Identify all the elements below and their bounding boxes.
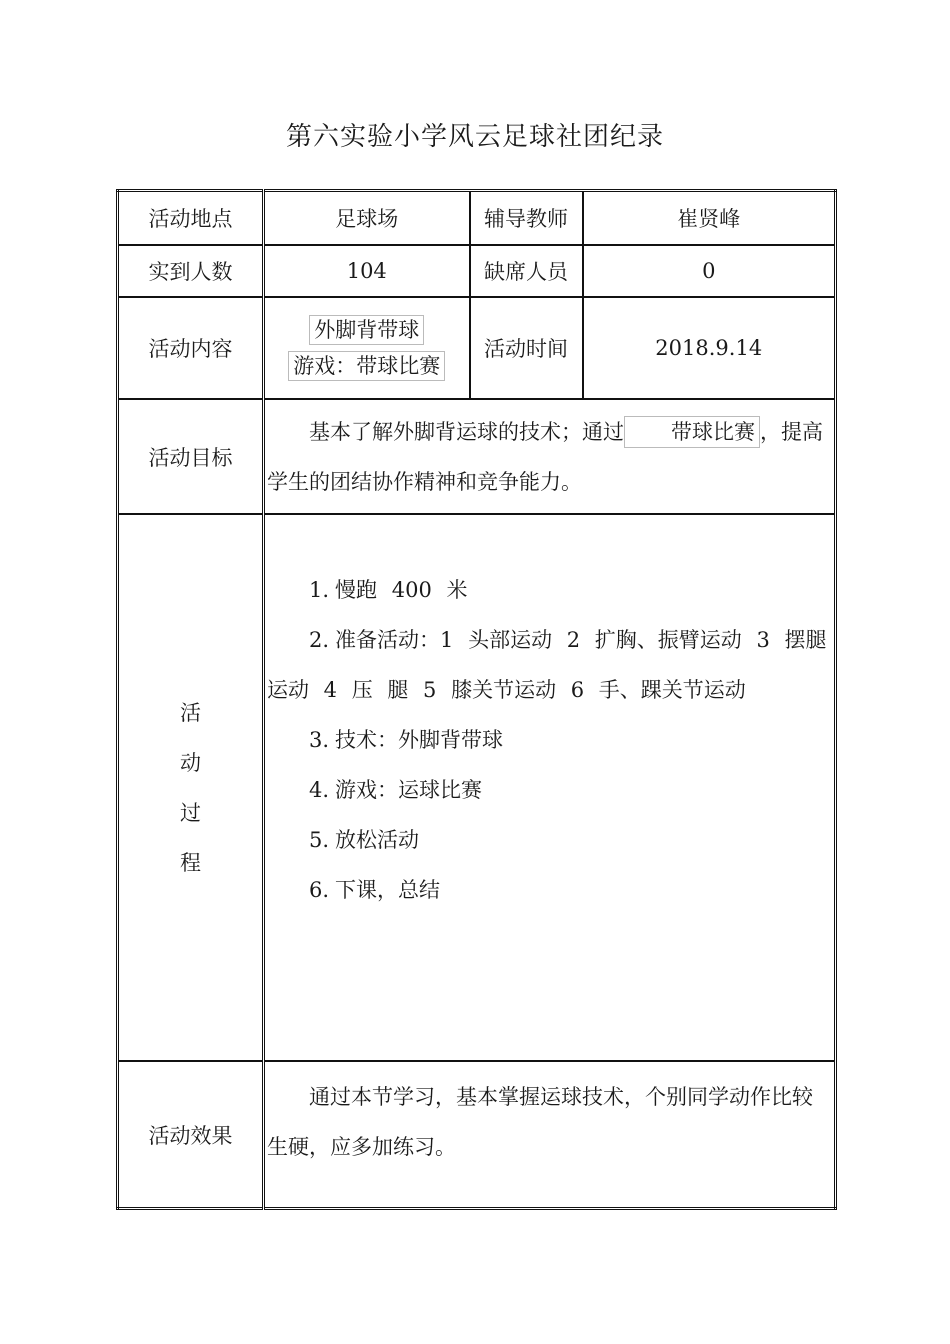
effect-paragraph: 通过本节学习，基本掌握运球技术，个别同学动作比较生硬，应多加练习。	[267, 1085, 813, 1159]
goal-paragraph	[267, 407, 832, 507]
content-label: 活动内容	[118, 297, 264, 399]
table-row	[118, 399, 836, 514]
process-label	[118, 514, 264, 1061]
process-label-char: 动	[180, 750, 201, 775]
process-item: 3. 技术：外脚背带球	[309, 728, 504, 752]
time-value: 2018.9.14	[583, 297, 836, 399]
time-label: 活动时间	[470, 297, 583, 399]
process-item: 6. 下课，总结	[309, 878, 441, 902]
goal-text-before: 基本了解外脚背运球的技术；通过	[309, 419, 624, 444]
attendance-label: 实到人数	[118, 245, 264, 297]
teacher-value: 崔贤峰	[583, 191, 836, 246]
goal-text-cell	[264, 399, 836, 514]
process-item: 5. 放松活动	[309, 828, 420, 852]
attendance-value: 104	[264, 245, 470, 297]
table-row	[118, 191, 836, 246]
table-row	[118, 245, 836, 297]
process-item: 4. 游戏：运球比赛	[309, 778, 483, 802]
effect-text-cell	[264, 1061, 836, 1209]
content-cell	[264, 297, 470, 399]
table-row	[118, 1061, 836, 1209]
process-label-char: 程	[180, 850, 201, 875]
goal-text-boxed: 带球比赛	[624, 416, 760, 448]
content-line-1: 外脚背带球	[309, 315, 424, 345]
absent-label: 缺席人员	[470, 245, 583, 297]
absent-value: 0	[583, 245, 836, 297]
goal-label: 活动目标	[118, 399, 264, 514]
goal-text-after: ，提高学生的团结协作精神和竞争能力。	[267, 419, 823, 494]
table-row	[118, 297, 836, 399]
record-table	[116, 189, 837, 1210]
place-label: 活动地点	[118, 191, 264, 246]
effect-label: 活动效果	[118, 1061, 264, 1209]
content-line-2: 游戏：带球比赛	[288, 351, 445, 381]
process-item: 2. 准备活动：1 头部运动 2 扩胸、振臂运动 3 摆腿运动 4 压 腿 5 膝关节运动 6 手、踝关节运动	[267, 628, 827, 702]
process-label-char: 过	[180, 800, 201, 825]
table-row	[118, 514, 836, 1061]
page-title: 第六实验小学风云足球社团纪录	[285, 122, 664, 152]
process-item: 1. 慢跑 400 米	[309, 578, 468, 602]
place-value: 足球场	[264, 191, 470, 246]
teacher-label: 辅导教师	[470, 191, 583, 246]
process-cell	[264, 514, 836, 1061]
process-label-char: 活	[180, 700, 201, 725]
